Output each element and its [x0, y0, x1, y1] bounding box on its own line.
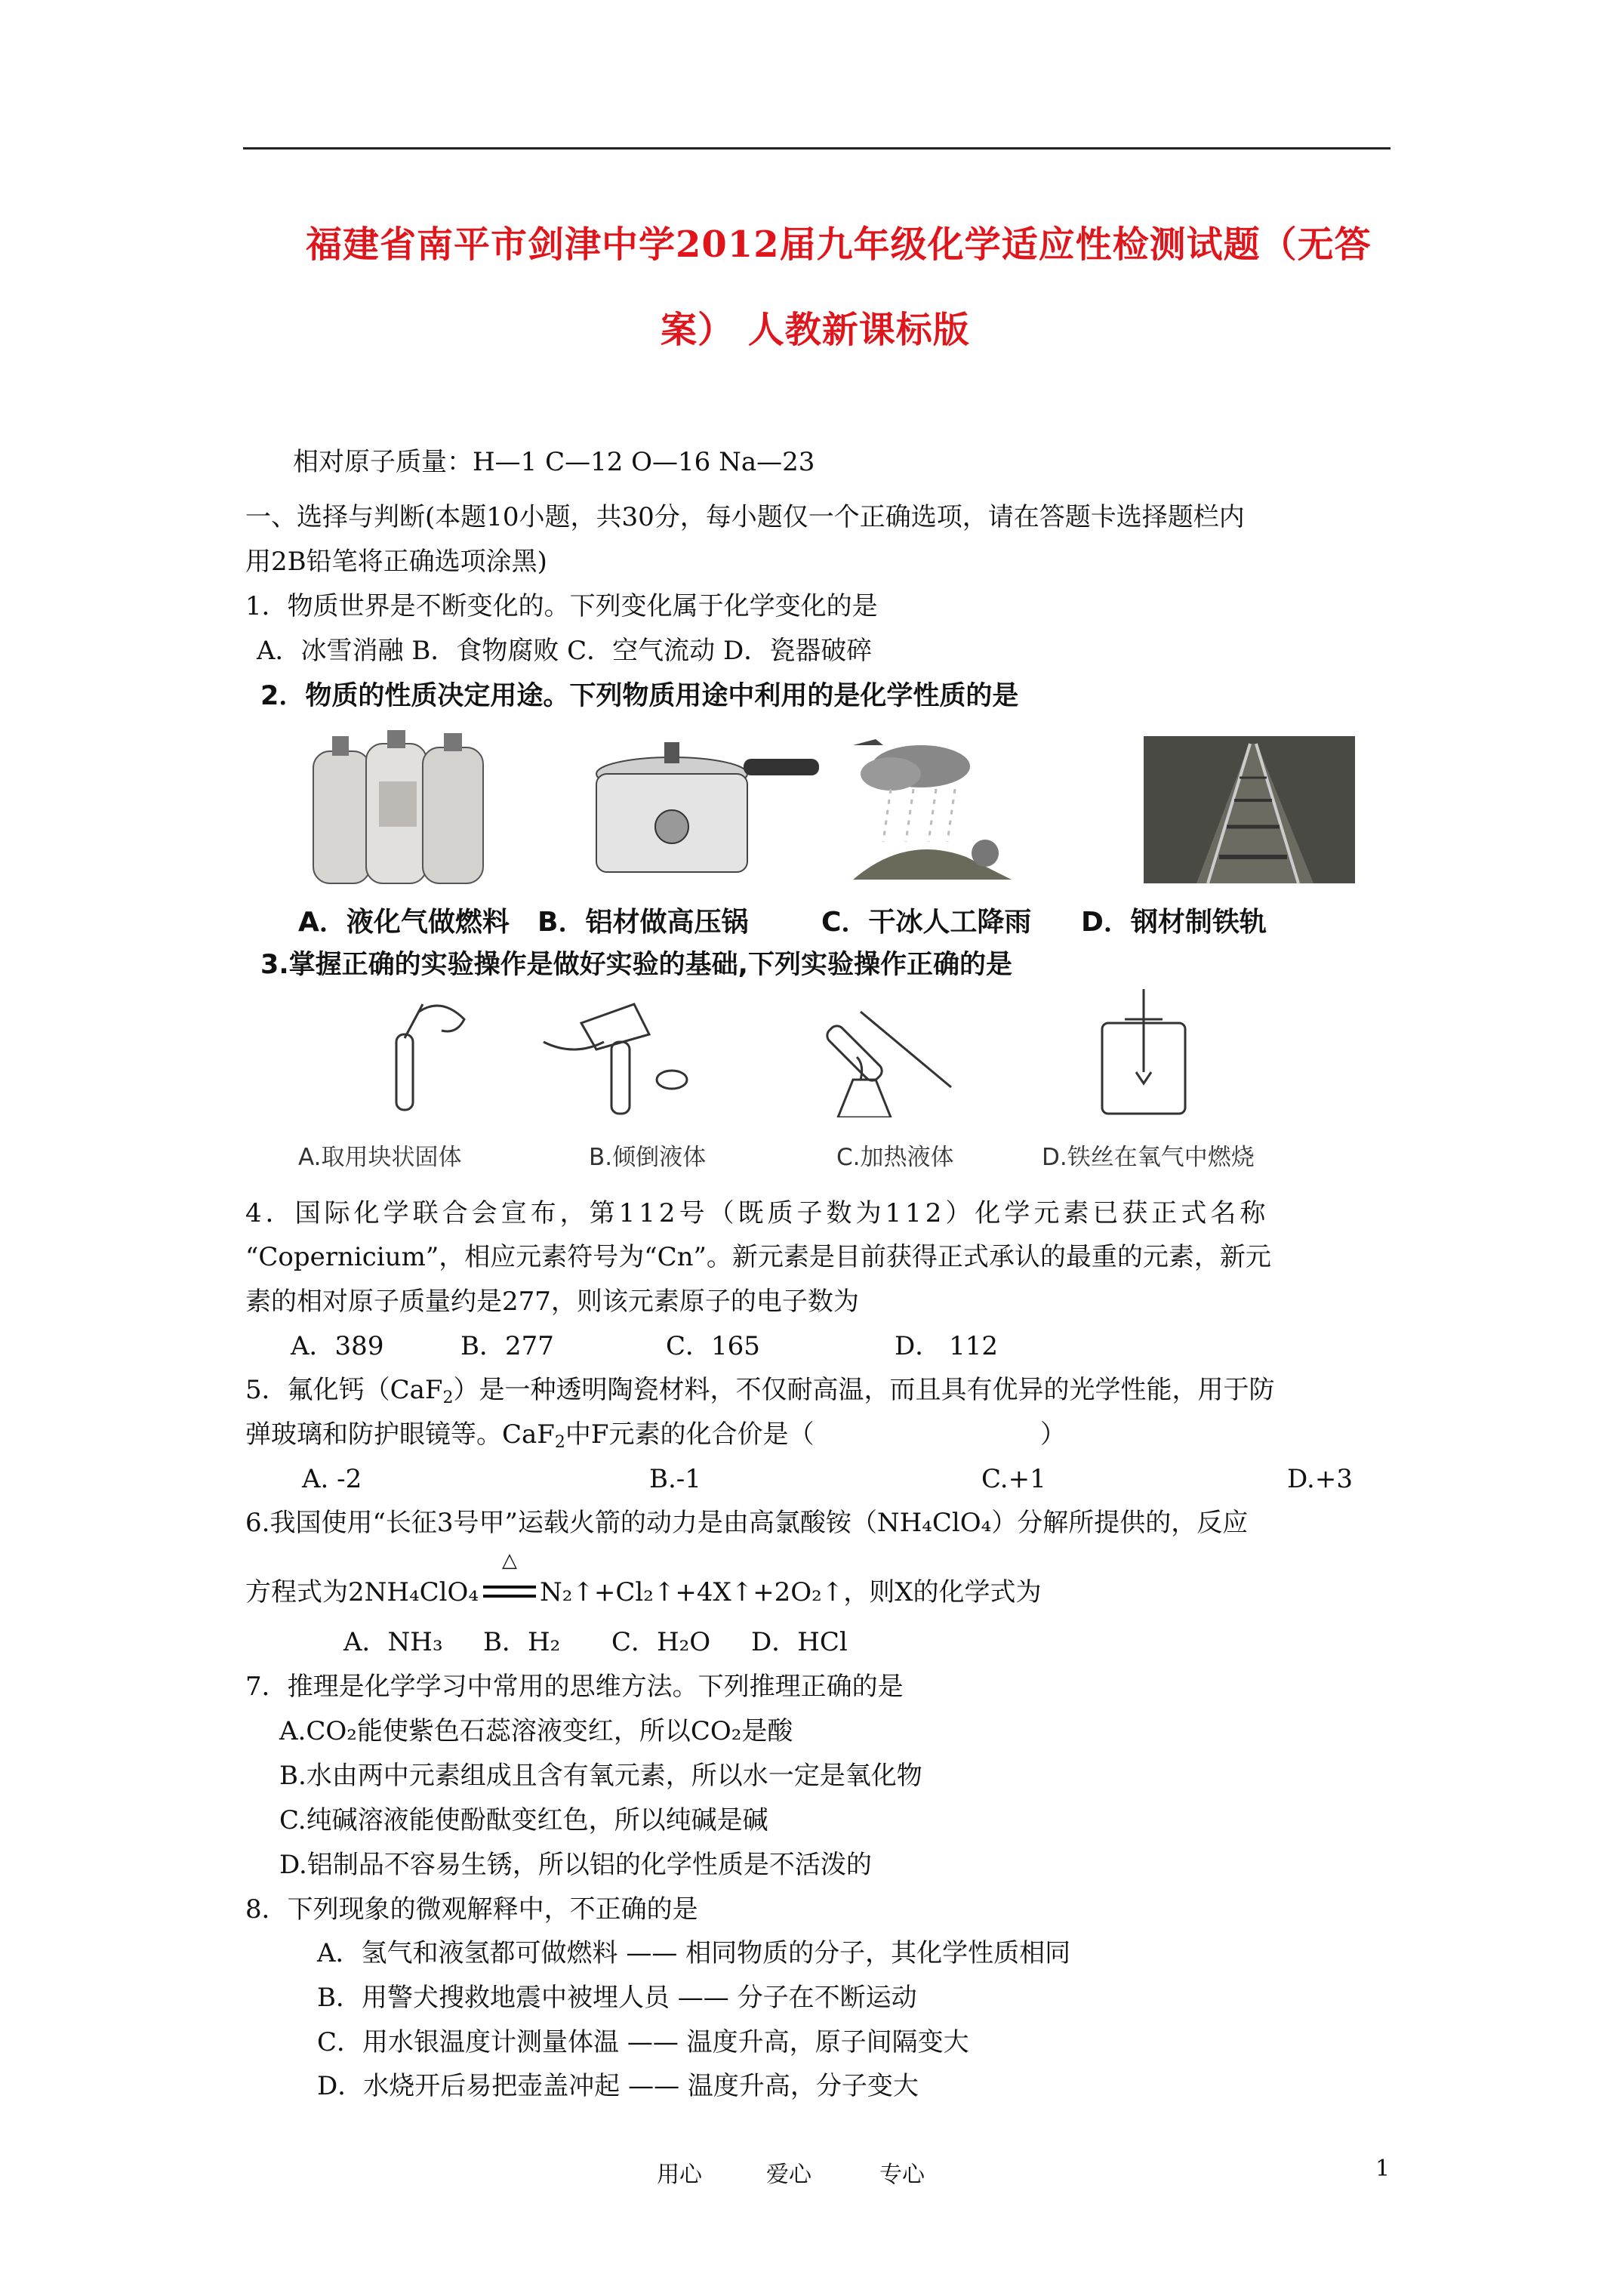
footer-motto-2: 爱心: [766, 2162, 812, 2188]
header-rule: [243, 147, 1390, 149]
pour-liquid-image: [544, 1004, 687, 1114]
heat-liquid-image: [824, 1012, 951, 1117]
q6-option-a: A．NH₃: [343, 1627, 443, 1657]
q7-option-c: C.纯碱溶液能使酚酞变红色，所以纯碱是碱: [279, 1805, 768, 1835]
q4-option-d: D． 112: [895, 1331, 998, 1361]
q3-option-b: B.倾倒液体: [589, 1144, 707, 1171]
q6-equation-suffix: N₂↑+Cl₂↑+4X↑+2O₂↑，则X的化学式为: [540, 1577, 1042, 1607]
q2-option-c: C．干冰人工降雨: [821, 907, 1032, 938]
section-heading-line-2: 用2B铅笔将正确选项涂黑): [245, 547, 547, 577]
q5-answer-paren-close: ）: [1040, 1419, 1066, 1450]
q7-option-b: B.水由两中元素组成且含有氧元素，所以水一定是氧化物: [279, 1761, 922, 1791]
section-heading-line-1: 一、选择与判断(本题10小题，共30分，每小题仅一个正确选项，请在答题卡选择题栏内: [245, 502, 1245, 532]
q3-stem: 3.掌握正确的实验操作是做好实验的基础,下列实验操作正确的是: [260, 950, 1012, 980]
q7-option-a: A.CO₂能使紫色石蕊溶液变红，所以CO₂是酸: [279, 1716, 793, 1746]
q4-line-3: 素的相对原子质量约是277，则该元素原子的电子数为: [245, 1287, 859, 1317]
atomic-mass-line: 相对原子质量：H—1 C—12 O—16 Na—23: [293, 447, 815, 477]
q2-option-b: B．铝材做高压锅: [537, 907, 749, 938]
solid-taking-image: [396, 1004, 464, 1110]
gas-cylinders-image: [313, 730, 483, 883]
q6-equation-prefix: 方程式为2NH₄ClO₄: [245, 1577, 479, 1607]
q4-option-a: A．389: [291, 1331, 384, 1361]
q6-equals-line-bottom: [483, 1595, 536, 1598]
q6-equals-line-top: [483, 1586, 536, 1589]
q7-option-d: D.铝制品不容易生锈，所以铝的化学性质是不活泼的: [279, 1850, 872, 1880]
q4-line-2: “Copernicium”，相应元素符号为“Cn”。新元素是目前获得正式承认的最重的元素，新元: [245, 1242, 1271, 1272]
q2-option-a: A．液化气做燃料: [298, 907, 510, 938]
q5-option-d: D.+3: [1287, 1464, 1353, 1494]
q5-option-b: B.-1: [649, 1464, 701, 1494]
q4-option-b: B．277: [460, 1331, 554, 1361]
iron-wire-burning-image: [1102, 989, 1185, 1114]
q6-option-d: D．HCl: [751, 1627, 848, 1657]
title-line-1: 福建省南平市剑津中学2012届九年级化学适应性检测试题（无答: [306, 223, 1372, 266]
q5-line-1: 5．氟化钙（CaF$_2$）是一种透明陶瓷材料，不仅耐高温，而且具有优异的光学性能，用于防: [245, 1375, 1275, 1407]
artificial-rain-image: [853, 739, 1012, 880]
q4-option-c: C．165: [666, 1331, 760, 1361]
q6-option-c: C．H₂O: [611, 1627, 711, 1657]
q6-line-1: 6.我国使用“长征3号甲”运载火箭的动力是由高氯酸铵（NH₄ClO₄）分解所提供的，反应: [245, 1508, 1249, 1538]
footer-motto-1: 用心: [657, 2162, 702, 2188]
q2-stem: 2．物质的性质决定用途。下列物质用途中利用的是化学性质的是: [260, 681, 1019, 711]
q4-line-1: 4．国际化学联合会宣布，第112号（既质子数为112）化学元素已获正式名称: [245, 1198, 1270, 1228]
q8-option-c: C．用水银温度计测量体温 —— 温度升高，原子间隔变大: [317, 2027, 969, 2057]
q6-option-b: B．H₂: [483, 1627, 561, 1657]
footer-motto-3: 专心: [879, 2162, 925, 2188]
q2-image-row: [310, 729, 1366, 891]
q8-option-b: B．用警犬搜救地震中被埋人员 —— 分子在不断运动: [317, 1983, 917, 2013]
q7-stem: 7．推理是化学学习中常用的思维方法。下列推理正确的是: [245, 1672, 904, 1702]
q3-option-a: A.取用块状固体: [298, 1144, 462, 1171]
q6-heat-condition: △: [502, 1549, 517, 1572]
q2-option-d: D．钢材制铁轨: [1081, 907, 1267, 938]
q5-option-a: A. -2: [302, 1464, 362, 1494]
title-line-2: 案） 人教新课标版: [661, 309, 970, 351]
railway-track-image: [1144, 736, 1355, 883]
pressure-cooker-image: [596, 742, 819, 872]
q8-option-d: D．水烧开后易把壶盖冲起 —— 温度升高，分子变大: [317, 2071, 919, 2101]
page-number: 1: [1375, 2156, 1390, 2182]
q1-stem: 1．物质世界是不断变化的。下列变化属于化学变化的是: [245, 591, 878, 621]
q8-option-a: A．氢气和液氢都可做燃料 —— 相同物质的分子，其化学性质相同: [317, 1938, 1071, 1968]
q8-stem: 8．下列现象的微观解释中，不正确的是: [245, 1894, 698, 1925]
q5-line-2: 弹玻璃和防护眼镜等。CaF$_2$中F元素的化合价是（: [245, 1419, 815, 1452]
q3-option-d: D.铁丝在氧气中燃烧: [1042, 1144, 1255, 1171]
q5-option-c: C.+1: [981, 1464, 1046, 1494]
q3-image-row: [377, 989, 1246, 1117]
q3-option-c: C.加热液体: [836, 1144, 954, 1171]
q1-options: A．冰雪消融 B．食物腐败 C．空气流动 D．瓷器破碎: [257, 636, 873, 666]
